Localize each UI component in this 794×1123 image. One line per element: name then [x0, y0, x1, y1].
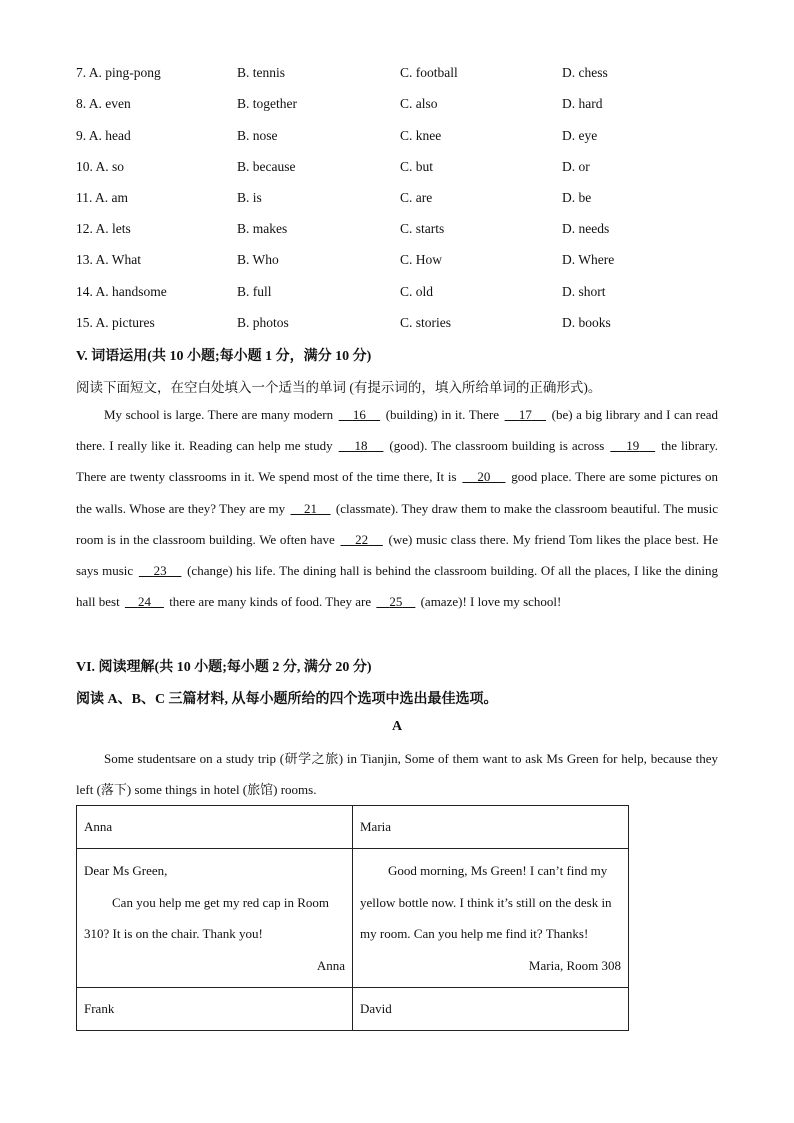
option-a: 15. A. pictures — [76, 315, 155, 330]
option-d: D. be — [562, 190, 592, 205]
cloze-passage — [76, 399, 718, 617]
option-b: B. full — [237, 284, 272, 299]
option-c: C. old — [400, 284, 434, 299]
option-a: 8. A. even — [76, 96, 131, 111]
notes-table — [76, 805, 629, 1031]
option-a: 14. A. handsome — [76, 284, 167, 299]
option-d: D. eye — [562, 128, 598, 143]
blank-18[interactable]: 18 — [354, 438, 368, 454]
option-row — [76, 128, 726, 148]
passage-text: the library. There are twenty classrooms in it. We spend most of the time there, It is — [76, 438, 719, 485]
option-a: 9. A. head — [76, 128, 131, 143]
option-c: C. football — [400, 65, 458, 80]
blank-24[interactable]: 24 — [137, 594, 151, 610]
table-cell-frank-header: Frank — [77, 988, 353, 1031]
note-signature: Maria, Room 308 — [528, 957, 621, 973]
reading-intro: Some studentsare on a study trip (研学之旅) in Tianjin, Some of them want to ask Ms Green for help, because they left (落下) some things in hotel (旅馆) rooms. — [76, 751, 718, 798]
passage-text: (change) his life. The dining hall is behind the classroom building. Of all the places, I like the dining hall best — [76, 563, 719, 610]
option-b: B. is — [237, 190, 262, 205]
option-b: B. nose — [237, 128, 278, 143]
note-greeting: Dear Ms Green, — [84, 863, 168, 878]
passage-text: there are many kinds of food. They are — [165, 594, 375, 610]
option-d: D. short — [562, 284, 606, 299]
table-cell-anna-header: Anna — [77, 806, 353, 849]
option-b: B. together — [237, 96, 297, 111]
passage-text: (amaze)! I love my school! — [417, 594, 562, 610]
maria-note — [353, 849, 629, 988]
anna-note — [77, 849, 353, 988]
option-a: 7. A. ping-pong — [76, 65, 161, 80]
option-a: 13. A. What — [76, 252, 141, 267]
table-cell-david-header: David — [353, 988, 629, 1031]
option-c: C. How — [400, 252, 443, 267]
option-c: C. also — [400, 96, 438, 111]
option-b: B. because — [237, 159, 296, 174]
section-heading: VI. 阅读理解(共 10 小题;每小题 2 分, 满分 20 分) — [76, 660, 372, 675]
section-heading: V. 词语运用(共 10 小题;每小题 1 分，满分 10 分) — [76, 349, 372, 364]
blank-25[interactable]: 25 — [389, 594, 403, 610]
passage-text: (we) music class there. My friend Tom likes the place best. He says music — [76, 531, 718, 579]
option-c: C. but — [400, 159, 434, 174]
option-a: 12. A. lets — [76, 221, 131, 236]
option-b: B. photos — [237, 315, 289, 330]
blank-22[interactable]: 22 — [355, 531, 369, 547]
passage-text: (be) a big library and I can read there. I really like it. Reading can help me study — [76, 407, 718, 454]
option-row — [76, 65, 726, 85]
option-d: D. hard — [562, 96, 603, 111]
note-body: Can you help me get my red cap in Room 310? It is on the chair. Thank you! — [84, 894, 329, 941]
blank-16[interactable]: 16 — [352, 407, 366, 422]
passage-text: My school is large. There are many modern — [104, 407, 337, 422]
blank-20[interactable]: 20 — [477, 469, 491, 485]
blank-19[interactable]: 19 — [626, 438, 640, 454]
section-instruction: 阅读 A、B、C 三篇材料, 从每小题所给的四个选项中选出最佳选项。 — [76, 692, 498, 707]
option-row — [76, 252, 726, 272]
option-d: D. needs — [562, 221, 610, 236]
option-c: C. starts — [400, 221, 445, 236]
option-row — [76, 221, 726, 241]
option-d: D. books — [562, 315, 611, 330]
note-signature: Anna — [316, 957, 345, 973]
option-d: D. chess — [562, 65, 608, 80]
blank-23[interactable]: 23 — [153, 563, 167, 579]
option-d: D. Where — [562, 252, 615, 267]
option-row — [76, 96, 726, 116]
option-row — [76, 315, 726, 335]
option-c: C. knee — [400, 128, 442, 143]
note-body: Good morning, Ms Green! I can’t find my yellow bottle now. I think it’s still on the desk in my room. Can you help me find it? Thanks! — [360, 863, 612, 941]
option-d: D. or — [562, 159, 590, 174]
option-b: B. Who — [237, 252, 279, 267]
option-row — [76, 190, 726, 210]
option-b: B. makes — [237, 221, 288, 236]
section-instruction: 阅读下面短文，在空白处填入一个适当的单词 (有提示词的，填入所给单词的正确形式)。 — [76, 380, 602, 395]
passage-title: A — [391, 719, 403, 734]
blank-17[interactable]: 17 — [518, 407, 532, 422]
option-c: C. are — [400, 190, 433, 205]
option-a: 10. A. so — [76, 159, 125, 174]
option-row — [76, 159, 726, 179]
option-row — [76, 284, 726, 304]
blank-21[interactable]: 21 — [304, 500, 318, 516]
option-c: C. stories — [400, 315, 452, 330]
passage-text: (building) in it. There — [382, 407, 503, 422]
passage-text: (good). The classroom building is across — [385, 438, 609, 454]
option-b: B. tennis — [237, 65, 286, 80]
table-cell-maria-header: Maria — [353, 806, 629, 849]
option-a: 11. A. am — [76, 190, 128, 205]
passage-text: good place. There are some pictures on the walls. Whose are they? They are my — [76, 469, 719, 516]
passage-text: (classmate). They draw them to make the classroom beautiful. The music room is in the classroom building. We often have — [76, 500, 718, 547]
